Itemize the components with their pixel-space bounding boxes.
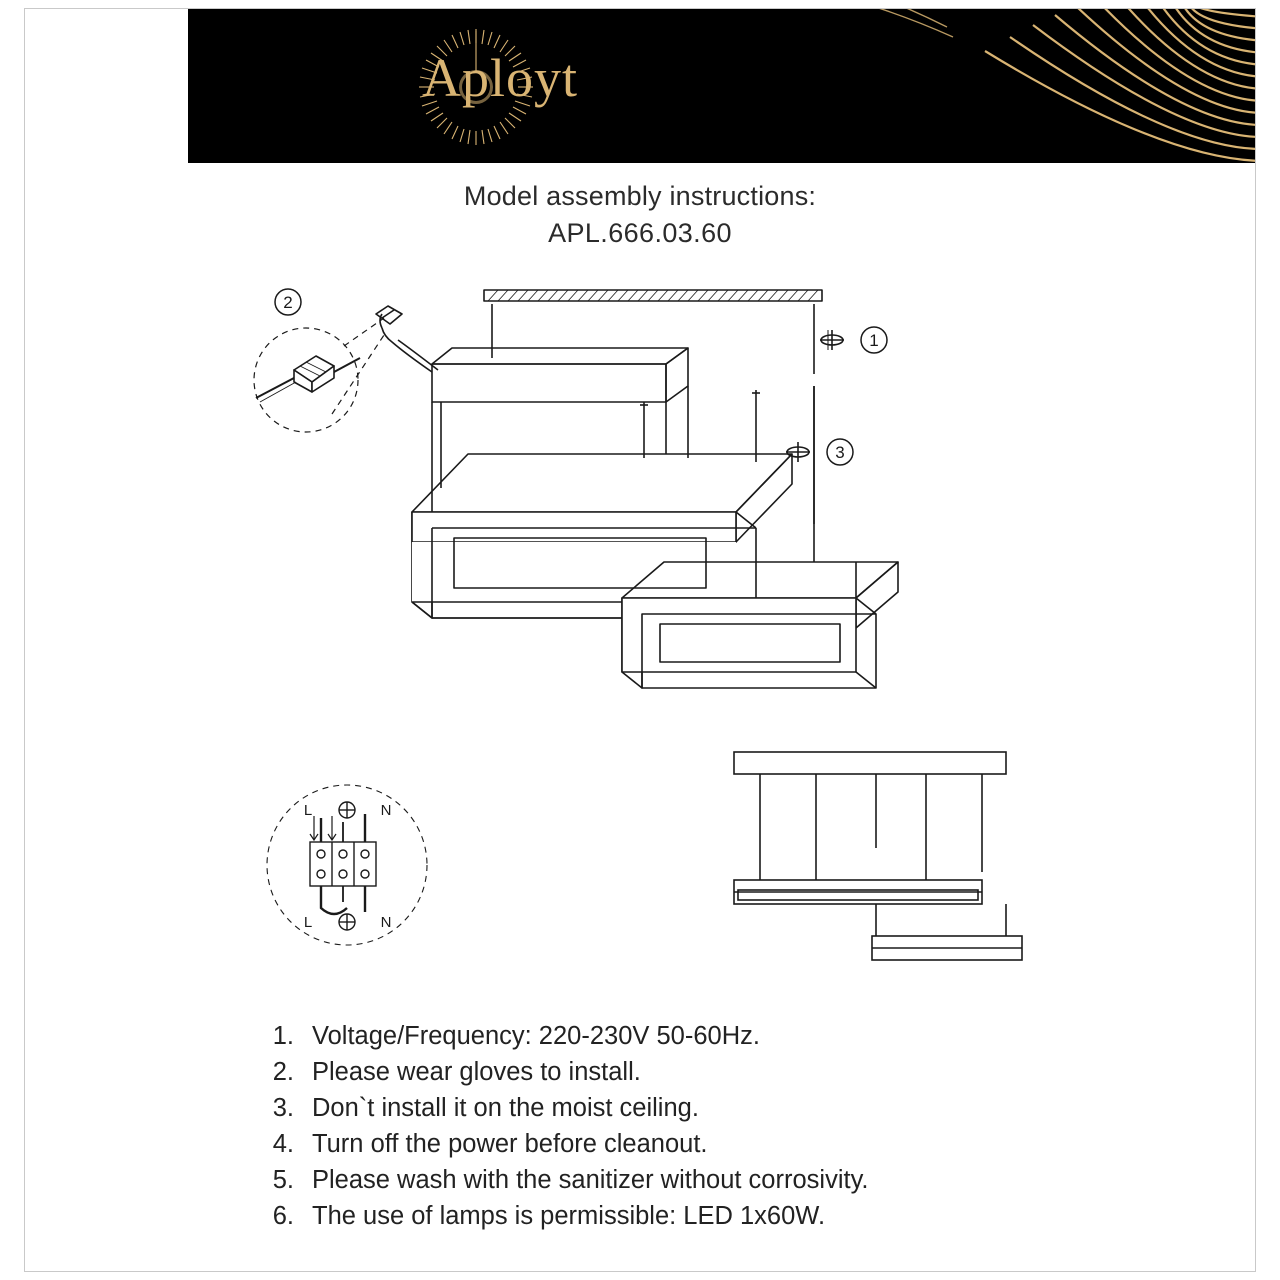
note-item: [252, 1090, 1152, 1126]
callout-1-label: 1: [869, 331, 879, 350]
note-number: 6.: [272, 1202, 294, 1230]
title-line-1: Model assembly instructions:: [463, 181, 817, 211]
note-number: 2.: [272, 1058, 294, 1086]
note-text: Turn off the power before cleanout.: [312, 1130, 708, 1158]
notes-list: [252, 1018, 1152, 1234]
note-text: Please wash with the sanitizer without corrosivity.: [312, 1166, 869, 1194]
wiring-label-N-bottom: N: [380, 914, 392, 931]
note-text: Please wear gloves to install.: [312, 1058, 641, 1086]
note-item: [252, 1018, 1152, 1054]
note-number: 4.: [272, 1130, 294, 1158]
note-text: The use of lamps is permissible: LED 1x60W.: [312, 1202, 826, 1230]
note-number: 1.: [272, 1022, 294, 1050]
note-text: Don`t install it on the moist ceiling.: [312, 1094, 699, 1122]
header-banner: [188, 9, 1255, 163]
note-number: 3.: [272, 1094, 294, 1122]
page-title: [0, 178, 1280, 252]
model-number: APL.666.03.60: [548, 218, 732, 248]
callout-2-label: 2: [283, 293, 293, 312]
side-view-diagram: [720, 740, 1040, 980]
note-number: 5.: [272, 1166, 294, 1194]
wiring-label-L-bottom: L: [303, 914, 313, 931]
fan-rays-icon: [835, 9, 1255, 163]
wiring-label-L-top: L: [303, 802, 313, 819]
brand-wordmark: Aployt: [422, 48, 579, 108]
note-text: Voltage/Frequency: 220-230V 50-60Hz.: [312, 1022, 760, 1050]
note-item: [252, 1054, 1152, 1090]
assembly-diagram: [236, 262, 936, 722]
wiring-label-N-top: N: [380, 802, 392, 819]
wiring-diagram: [252, 770, 442, 960]
note-item: [252, 1198, 1152, 1234]
callout-3-label: 3: [835, 443, 845, 462]
note-item: [252, 1126, 1152, 1162]
note-item: [252, 1162, 1152, 1198]
